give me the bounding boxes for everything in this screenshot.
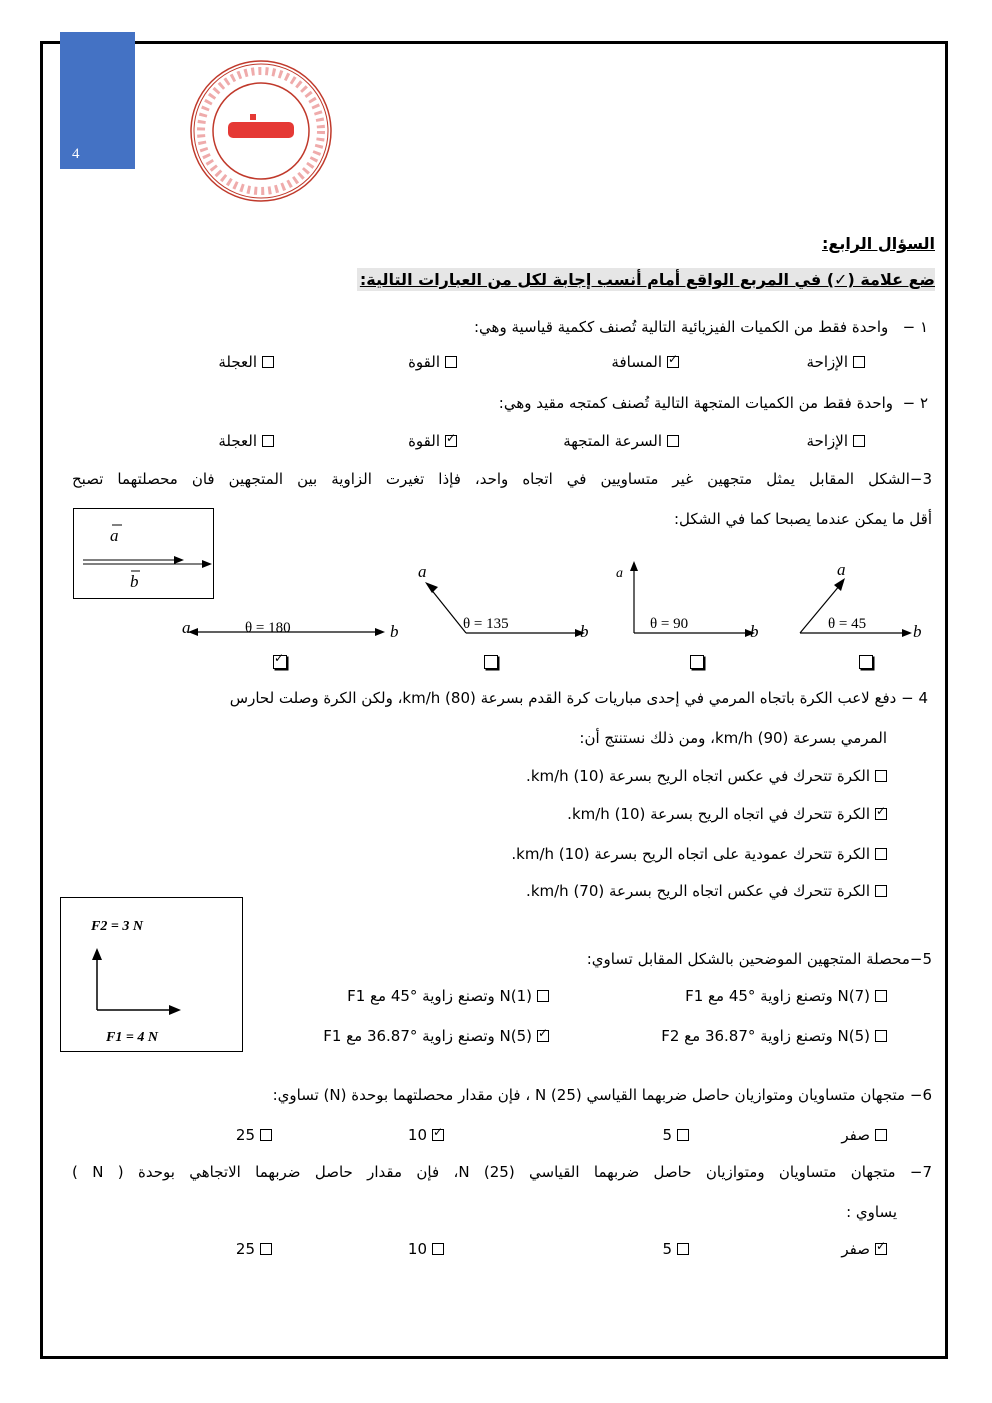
checkbox[interactable] (677, 1243, 689, 1255)
checkbox[interactable] (677, 1129, 689, 1141)
checkbox[interactable] (853, 356, 865, 368)
question-4-line-1: 4 − دفع لاعب الكرة باتجاه المرمي في إحدى مباريات كرة القدم بسرعة km/h (80)، ولكن الكرة وصلت لحارس (229, 689, 928, 707)
q5-option-3[interactable]: N(5) وتصنع زاوية °36.87 مع F2 (661, 1027, 887, 1045)
q1-option-3[interactable]: القوة (408, 353, 457, 371)
q4-option-2[interactable]: ✓ الكرة تتحرك في اتجاه الريح بسرعة km/h (10). (567, 805, 887, 823)
svg-text:a: a (616, 566, 623, 581)
q6-option-3[interactable]: ✓ 10 (408, 1126, 444, 1144)
checkbox-checked[interactable] (445, 435, 457, 447)
svg-text:θ = 180: θ = 180 (245, 620, 291, 636)
checkbox-checked[interactable] (537, 1030, 549, 1042)
checkbox-checked[interactable] (875, 808, 887, 820)
q1-option-2[interactable]: ✓ المسافة (611, 353, 679, 371)
page-number: 4 (72, 146, 80, 162)
question-3-line-1: 3−الشكل المقابل يمثل متجهين غير متساويين في اتجاه واحد، فإذا تغيرت الزاوية بين المتجهين فان محصلتهما تصبح (72, 470, 932, 488)
q7-option-1[interactable]: ✓ صفر (841, 1240, 887, 1258)
q3-option-4-checkbox[interactable] (859, 655, 873, 669)
q4-option-4[interactable]: الكرة تتحرك في عكس اتجاه الريح بسرعة km/h (70). (526, 882, 887, 900)
q6-option-4[interactable]: 25 (236, 1126, 272, 1144)
q7-option-3[interactable]: 10 (408, 1240, 444, 1258)
checkbox[interactable] (875, 990, 887, 1002)
section-title: السؤال الرابع: (821, 234, 935, 253)
checkbox[interactable] (260, 1129, 272, 1141)
question-2 (499, 394, 928, 412)
svg-text:b: b (913, 622, 922, 641)
question-number: ١ − (902, 318, 928, 336)
q3-option-3-checkbox[interactable] (690, 655, 704, 669)
checkbox[interactable] (262, 356, 274, 368)
checkbox[interactable] (875, 885, 887, 897)
svg-text:F2 = 3 N: F2 = 3 N (91, 919, 143, 934)
svg-text:a: a (182, 618, 191, 637)
q2-option-2[interactable]: السرعة المتجهة (563, 432, 679, 450)
question-1 (474, 318, 928, 336)
question-text: واحدة فقط من الكميات الفيزيائية التالية تُصنف ككمية قياسية وهي: (473, 318, 889, 336)
svg-text:b: b (750, 622, 759, 641)
q1-option-4[interactable]: العجلة (218, 353, 274, 371)
checkbox[interactable] (875, 1030, 887, 1042)
svg-text:θ = 45: θ = 45 (828, 616, 867, 632)
svg-text:a: a (110, 526, 119, 545)
checkbox[interactable] (875, 770, 887, 782)
checkbox[interactable] (262, 435, 274, 447)
svg-text:b: b (390, 622, 399, 641)
question-7-line-2: يساوي : (846, 1203, 897, 1221)
checkbox-checked[interactable] (432, 1129, 444, 1141)
q6-option-2[interactable]: 5 (662, 1126, 689, 1144)
checkbox-checked[interactable] (667, 356, 679, 368)
approval-stamp-icon (188, 58, 334, 204)
checkbox[interactable] (875, 848, 887, 860)
angle-options-diagram (180, 555, 930, 645)
q1-option-1[interactable]: الإزاحة (807, 353, 865, 371)
checkbox[interactable] (432, 1243, 444, 1255)
checkbox[interactable] (260, 1243, 272, 1255)
svg-text:θ = 90: θ = 90 (650, 616, 689, 632)
q2-option-3[interactable]: ✓ القوة (408, 432, 457, 450)
checkbox-checked[interactable] (875, 1243, 887, 1255)
q2-option-1[interactable]: الإزاحة (807, 432, 865, 450)
svg-text:b: b (130, 572, 139, 591)
svg-text:a: a (418, 562, 427, 581)
q7-option-4[interactable]: 25 (236, 1240, 272, 1258)
q5-option-1[interactable]: N(7) وتصنع زاوية °45 مع F1 (685, 987, 887, 1005)
question-number: ٢ − (902, 394, 928, 412)
q4-option-1[interactable]: الكرة تتحرك في عكس اتجاه الريح بسرعة km/h (10). (526, 767, 887, 785)
checkbox[interactable] (667, 435, 679, 447)
q3-option-1-checkbox[interactable] (273, 655, 287, 669)
question-3-line-2: أقل ما يمكن عندما يصبحا كما في الشكل: (673, 510, 932, 528)
question-4-line-2: المرمي بسرعة km/h (90)، ومن ذلك نستنتج أن: (579, 729, 887, 747)
checkbox[interactable] (853, 435, 865, 447)
instructions: ضع علامة (✓) في المربع الواقع أمام أنسب إجابة لكل من العبارات التالية: (357, 268, 935, 291)
q6-option-1[interactable]: صفر (841, 1126, 887, 1144)
question-text: واحدة فقط من الكميات المتجهة التالية تُصنف كمتجه مقيد وهي: (498, 394, 894, 412)
checkbox[interactable] (445, 356, 457, 368)
question-5: 5−محصلة المتجهين الموضحين بالشكل المقابل تساوي: (586, 950, 932, 968)
svg-text:b: b (580, 622, 589, 641)
svg-text:a: a (837, 560, 846, 579)
perpendicular-forces-diagram (61, 898, 241, 1050)
svg-text:θ = 135: θ = 135 (463, 616, 509, 632)
page-number-tab (60, 32, 135, 169)
checkbox[interactable] (875, 1129, 887, 1141)
q5-force-figure (60, 897, 243, 1052)
svg-text:F1 = 4 N: F1 = 4 N (106, 1030, 158, 1045)
question-6: 6− متجهان متساويان ومتوازيان حاصل ضربهما القياسي N (25) ، فإن مقدار محصلتهما بوحدة (N) تساوي: (272, 1086, 932, 1104)
q5-option-4[interactable]: ✓ N(5) وتصنع زاوية °36.87 مع F1 (323, 1027, 549, 1045)
q4-option-3[interactable]: الكرة تتحرك عمودية على اتجاه الريح بسرعة km/h (10). (511, 845, 887, 863)
q2-option-4[interactable]: العجلة (218, 432, 274, 450)
q7-option-2[interactable]: 5 (662, 1240, 689, 1258)
q5-option-2[interactable]: N(1) وتصنع زاوية °45 مع F1 (347, 987, 549, 1005)
q3-option-2-checkbox[interactable] (484, 655, 498, 669)
question-7-line-1: 7− متجهان متساويان ومتوازيان حاصل ضربهما القياسي N (25)، فإن مقدار حاصل ضربهما الاتجاهي بوحدة ( N ) (72, 1163, 933, 1181)
checkbox[interactable] (537, 990, 549, 1002)
